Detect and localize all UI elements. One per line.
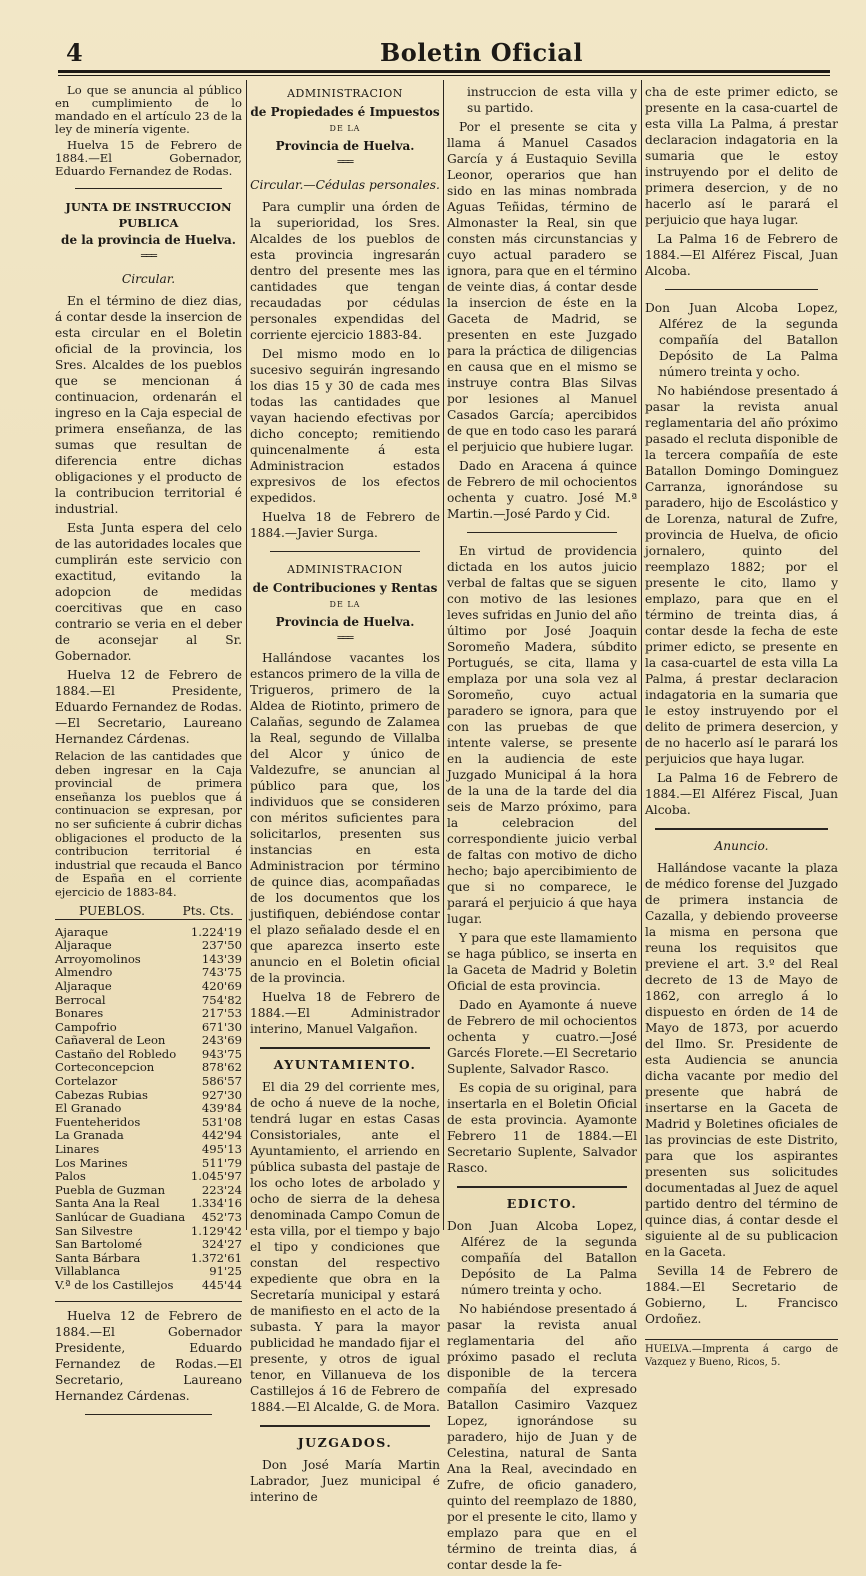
section-divider <box>665 289 818 290</box>
circular-label: Circular.—Cédulas personales. <box>250 178 440 192</box>
table-row: Santa Ana la Real 1.334'16 <box>55 1196 242 1211</box>
signature: La Palma 16 de Febrero de 1884.—El Alférez Fiscal, Juan Alcoba. <box>645 232 838 278</box>
paragraph: cha de este primer edicto, se presente en la casa-cuartel de esta villa La Palma, á prestar declaracion indagatoria en la sumaria que le estoy instruyendo por el delito de primera desercion, y de no hacerlo así le parará el perjuicio que haya lugar. <box>645 85 838 227</box>
intro-paragraph: Lo que se anuncia al público en cumplimiento de lo mandado en el artículo 23 de la ley de minería vigente. <box>55 83 242 136</box>
printer-footer: HUELVA.—Imprenta á cargo de Vazquez y Bueno, Ricos, 5. <box>645 1339 838 1369</box>
table-row: San Bartolomé 324'27 <box>55 1237 242 1252</box>
paragraph: En virtud de providencia dictada en los autos juicio verbal de faltas que se siguen con motivo de las lesiones leves sufridas en Junio del año último por José Joaquin Soromeño Madera, súbdito Portugués, se cita, llama y emplaza por una sola vez al Soromeño, cuyo actual paradero se ignora, para que con las pruebas de que intente valerse, se presente en la audiencia de este Juzgado Municipal á la hora de la una de la tarde del dia seis de Marzo próximo, para la celebracion del correspondiente juicio verbal de faltas con motivo de dicho hecho; bajo apercibimiento de que si no comparece, le parará el perjuicio á que haya lugar. <box>447 544 637 926</box>
table-row: Puebla de Guzman 223'24 <box>55 1182 242 1197</box>
paragraph: No habiéndose presentado á pasar la revista anual reglamentaria del año próximo pasado el recluta disponible de la tercera compañía del expresado Batallon Casimiro Vazquez Lopez, ignorándose su paradero, hijo de Juan y de Celestina, natural de Santa Ana la Real, avecindado en Zufre, de oficio ganadero, quinto del reemplazo de 1880, por el presente le cito, llamo y emplazo para que en el término de treinta dias, á contar desde la fe- <box>447 1302 637 1572</box>
table-row: Ajaraque 1.224'19 <box>55 924 242 939</box>
table-row: V.ª de los Castillejos 445'44 <box>55 1277 242 1292</box>
paragraph: instruccion de esta villa y su partido. <box>467 85 637 115</box>
junta-title: JUNTA DE INSTRUCCION PUBLICA <box>65 200 232 230</box>
pueblos-table <box>55 926 242 1293</box>
relacion-paragraph: Relacion de las cantidades que deben ingresar en la Caja provincial de primera enseñanza los pueblos que á continuacion se expresan, por no ser suficiente á cubrir dichas obligaciones el producto de la contribucion territorial é industrial que recauda el Banco de España en el corriente ejercicio de 1883-84. <box>55 749 242 899</box>
closing-signature: Huelva 12 de Febrero de 1884.—El Gobernador Presidente, Eduardo Fernandez de Rodas.—El Secretario, Laureano Hernandez Cárdenas. <box>55 1308 242 1403</box>
table-row: Corteconcepcion 878'62 <box>55 1060 242 1075</box>
section-divider <box>457 1186 627 1188</box>
administracion-heading: ADMINISTRACION <box>287 87 403 100</box>
masthead-title: Boletin Oficial <box>380 38 583 67</box>
table-row: El Granado 439'84 <box>55 1101 242 1116</box>
section-divider <box>260 1425 430 1427</box>
table-header <box>55 903 242 920</box>
provincia-heading: Provincia de Huelva. <box>275 139 415 153</box>
junta-signature: Huelva 12 de Febrero de 1884.—El Presidente, Eduardo Fernandez de Rodas.—El Secretario, Laureano Hernandez Cárdenas. <box>55 668 242 746</box>
table-row: Bonares 217'53 <box>55 1006 242 1021</box>
header-rule-thin <box>58 75 830 76</box>
table-bottom-rule <box>55 1301 242 1302</box>
ornament-dash: ═══ <box>337 157 353 168</box>
column-3 <box>447 84 637 1576</box>
ayuntamiento-heading: AYUNTAMIENTO. <box>273 1057 417 1072</box>
table-header-pts: Pts. Cts. <box>182 903 234 918</box>
intro-signature: Huelva 15 de Febrero de 1884.—El Gobernador, Eduardo Fernandez de Rodas. <box>55 138 242 178</box>
section-divider <box>260 1047 430 1049</box>
table-row: Aljaraque 237'50 <box>55 938 242 953</box>
table-row: Almendro 743'75 <box>55 965 242 980</box>
ornament-dash: ═══ <box>140 251 157 262</box>
anuncio-heading: Anuncio. <box>714 839 769 853</box>
table-row: Berrocal 754'82 <box>55 992 242 1007</box>
paragraph: Es copia de su original, para insertarla en el Boletin Oficial de esta provincia. Ayamonte Febrero 11 de 1884.—El Secretario Suplente, Salvador Rasco. <box>447 1081 637 1175</box>
table-row: Fuenteheridos 531'08 <box>55 1114 242 1129</box>
juzgados-heading: JUZGADOS. <box>297 1435 393 1450</box>
table-row: Linares 495'13 <box>55 1142 242 1157</box>
paragraph: Dado en Aracena á quince de Febrero de mil ochocientos ochenta y cuatro. José M.ª Martin.—José Pardo y Cid. <box>447 459 637 521</box>
table-row: Campofrio 671'30 <box>55 1019 242 1034</box>
table-row: San Silvestre 1.129'42 <box>55 1223 242 1238</box>
de-la-label: DE LA <box>329 600 361 609</box>
table-row: Cabezas Rubias 927'30 <box>55 1087 242 1102</box>
paragraph: Don Juan Alcoba Lopez, Alférez de la segunda compañía del Batallon Depósito de La Palma número treinta y ocho. <box>447 1219 637 1297</box>
signature: Sevilla 14 de Febrero de 1884.—El Secretario de Gobierno, L. Francisco Ordoñez. <box>645 1264 838 1326</box>
section-divider <box>75 188 222 189</box>
circular-label: Circular. <box>121 272 176 286</box>
junta-body-2: Esta Junta espera del celo de las autoridades locales que cumplirán este servicio con exactitud, evitando la adopcion de medidas coercitivas que en caso contrario se veria en el deber de aconsejar al Sr. Gobernador. <box>55 521 242 663</box>
paragraph: Por el presente se cita y llama á Manuel Casados García y á Eustaquio Sevilla Leonor, operarios que han sido en las minas nombrada Aguas Teñidas, término de Almonaster la Real, sin que consten más circunstancias y cuyo actual paradero se ignora, para que en el término de veinte dias, á contar desde la insercion de éste en la Gaceta de Madrid, se presenten en este Juzgado para la práctica de diligencias en causa que en el mismo se instruye contra Blas Silvas por lesiones al Manuel Casados García; apercibidos de que en todo caso les parará el perjuicio que hubiere lugar. <box>447 120 637 454</box>
paragraph: Dado en Ayamonte á nueve de Febrero de mil ochocientos ochenta y cuatro.—José Garcés Florete.—El Secretario Suplente, Salvador Rasco. <box>447 998 637 1076</box>
column-1 <box>55 84 242 1425</box>
signature: Huelva 18 de Febrero de 1884.—El Administrador interino, Manuel Valgañon. <box>250 990 440 1036</box>
column-divider <box>246 80 247 1230</box>
paragraph: No habiéndose presentado á pasar la revista anual reglamentaria del año próximo pasado el recluta disponible de la tercera compañía de este Batallon Domingo Dominguez Carranza, ignorándose su paradero, hijo de Escolástico y de Lorenza, natural de Zufre, provincia de Huelva, de oficio jornalero, quinto del reemplazo 1882; por el presente le cito, llamo y emplazo, para que en el término de treinta dias, á contar desde la fecha de este primer edicto, se presente en la casa-cuartel de esta villa La Palma, á prestar declaracion indagatoria en la sumaria que le estoy instruyendo por el delito de primera desercion, y de no hacerlo así le parará los perjuicios que haya lugar. <box>645 384 838 766</box>
administracion-subheading: de Contribuciones y Rentas <box>252 581 438 595</box>
paragraph: Para cumplir una órden de la superioridad, los Sres. Alcaldes de los pueblos de esta provincia ingresarán dentro del presente mes las cantidades que tengan recaudadas por cédulas personales expendidas del corriente ejercicio 1883-84. <box>250 200 440 342</box>
column-divider <box>641 80 642 1230</box>
table-row: Sanlúcar de Guadiana 452'73 <box>55 1210 242 1224</box>
table-row: La Granada 442'94 <box>55 1128 242 1143</box>
administracion-subheading: de Propiedades é Impuestos <box>250 105 440 119</box>
table-row: Palos 1.045'97 <box>55 1169 242 1184</box>
paragraph: Don Juan Alcoba Lopez, Alférez de la segunda compañía del Batallon Depósito de La Palma número treinta y ocho. <box>645 301 838 379</box>
table-row: Cañaveral de Leon 243'69 <box>55 1033 242 1048</box>
administracion-heading: ADMINISTRACION <box>287 563 403 576</box>
column-2 <box>250 84 440 1508</box>
ornament-dash: ═══ <box>337 633 353 644</box>
table-row: Aljaraque 420'69 <box>55 978 242 993</box>
signature: La Palma 16 de Febrero de 1884.—El Alférez Fiscal, Juan Alcoba. <box>645 771 838 817</box>
paragraph: El dia 29 del corriente mes, de ocho á nueve de la noche, tendrá lugar en estas Casas Consistoriales, ante el Ayuntamiento, el arriendo en pública subasta del pastaje de los ocho lotes de arbolado y ocho de sierra de la dehesa denominada Campo Comun de esta villa, por el tiempo y bajo el tipo y condiciones que constan del respectivo expediente que obra en la Secretaría municipal y estará de manifiesto en el acto de la subasta. Y para la mayor publicidad he mandado fijar el presente, y otros de igual tenor, en Villanueva de los Castillejos á 16 de Febrero de 1884.—El Alcalde, G. de Mora. <box>250 1080 440 1414</box>
table-row: Arroyomolinos 143'39 <box>55 951 242 966</box>
page-number: 4 <box>66 38 83 67</box>
section-divider <box>270 551 420 552</box>
end-rule <box>85 1414 212 1415</box>
junta-body: En el término de diez dias, á contar desde la insercion de esta circular en el Boletin oficial de la provincia, los Sres. Alcaldes de los pueblos que se mencionan á continuacion, ordenarán el ingreso en la Caja especial de primera enseñanza, de las sumas que resultan de diferencia entre dichas obligaciones y el producto de la contribucion territorial é industrial. <box>55 294 242 516</box>
table-row: Villablanca 91'25 <box>55 1264 242 1279</box>
paragraph: Hallándose vacante la plaza de médico forense del Juzgado de primera instancia de Cazalla, y debiendo proveerse la misma en persona que reuna los requisitos que previene el art. 3.º del Real decreto de 13 de Mayo de 1862, con arreglo á lo dispuesto en órden de 14 de Mayo de 1873, por acuerdo del Ilmo. Sr. Presidente de esta Audiencia se anuncia dicha vacante por medio del presente que habrá de insertarse en la Gaceta de Madrid y Boletines oficiales de las provincias de este Distrito, para que los aspirantes presenten sus solicitudes documentadas al Juez de aquel partido dentro del término de quince dias, á contar desde el siguiente al de su publicacion en la Gaceta. <box>645 861 838 1259</box>
table-row: Los Marines 511'79 <box>55 1155 242 1170</box>
junta-subtitle: de la provincia de Huelva. <box>61 233 236 247</box>
table-row: Castaño del Robledo 943'75 <box>55 1046 242 1061</box>
paragraph: Del mismo modo en lo sucesivo seguirán ingresando los dias 15 y 30 de cada mes todas las cantidades que vayan haciendo efectivas por dicho concepto; remitiendo quincenalmente á esta Administracion estados expresivos de los efectos expedidos. <box>250 347 440 505</box>
paragraph: Hallándose vacantes los estancos primero de la villa de Trigueros, primero de la Aldea de Riotinto, primero de Calañas, segundo de Zalamea la Real, segundo de Villalba del Alcor y único de Valdezufre, se anuncian al público para que, los individuos que se consideren con méritos suficientes para solicitarlos, presenten sus instancias en esta Administracion por término de quince dias, acompañadas de los documentos que los justifiquen, debiéndose contar el plazo señalado desde el en que aparezca inserto este anuncio en el Boletin oficial de la provincia. <box>250 651 440 985</box>
table-header-pueblos: PUEBLOS. <box>79 903 145 918</box>
table-row: Santa Bárbara 1.372'61 <box>55 1250 242 1265</box>
section-divider <box>467 532 617 533</box>
column-4 <box>645 84 838 1369</box>
provincia-heading: Provincia de Huelva. <box>275 615 415 629</box>
paragraph: Y para que este llamamiento se haga público, se inserta en la Gaceta de Madrid y Boletin Oficial de esta provincia. <box>447 931 637 993</box>
header-rule <box>58 70 830 73</box>
de-la-label: DE LA <box>329 124 361 133</box>
paragraph: Don José María Martin Labrador, Juez municipal é interino de <box>250 1458 440 1504</box>
section-divider <box>655 828 828 830</box>
column-divider <box>443 80 444 1230</box>
signature: Huelva 18 de Febrero de 1884.—Javier Surga. <box>250 510 440 540</box>
edicto-heading: EDICTO. <box>506 1196 578 1211</box>
table-row: Cortelazor 586'57 <box>55 1074 242 1089</box>
